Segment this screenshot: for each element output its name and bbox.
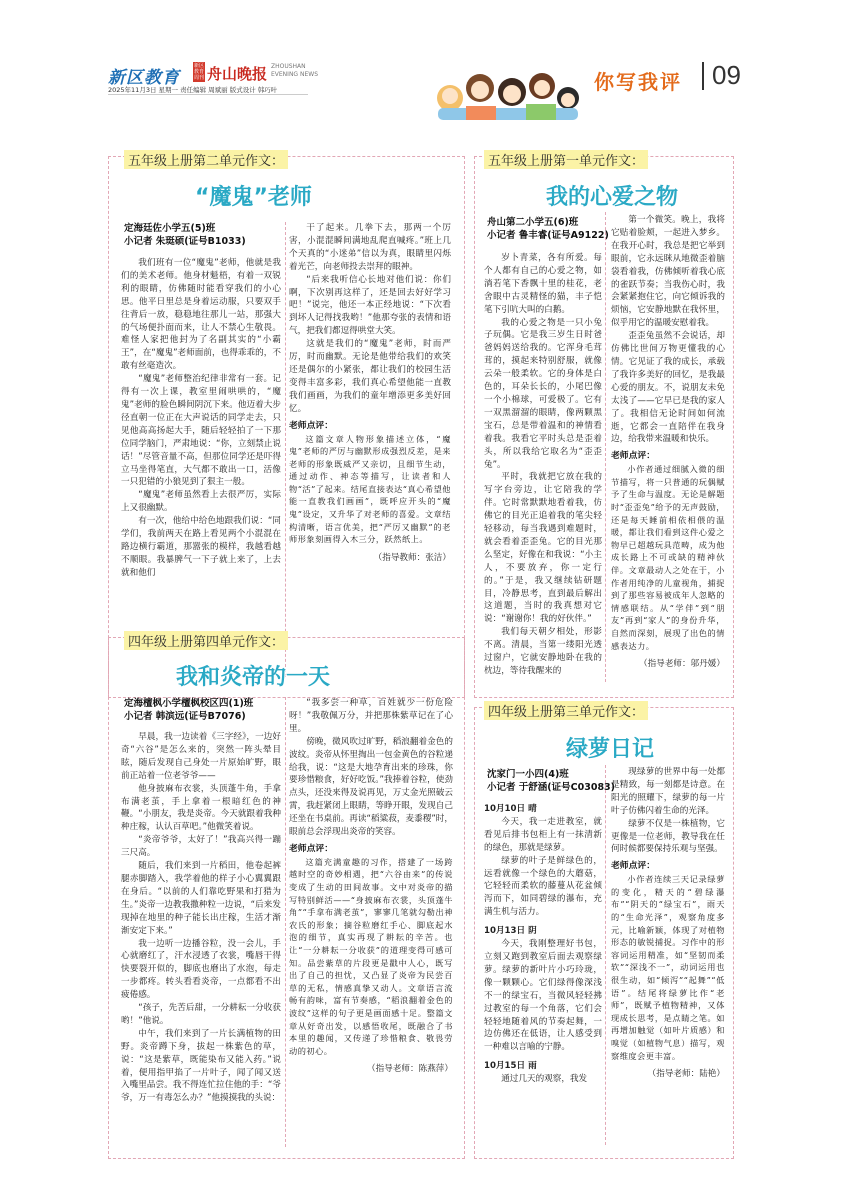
body-paragraph: 傍晚，微风吹过旷野，稻浪翻着金色的波纹。炎帝从怀里掏出一包金黄色的谷粒递给我，说：“这是大地孕育出来的珍珠，你要珍惜粮食，好好吃饭。”我捧着谷粒，使劲点头，还没来得及说再见，万丈金光照破云霄，我赶紧闭上眼睛，等睁开眼，发现自己还坐在书桌前。再读“稻粱菽，麦黍稷”时，眼前总会浮现出炎帝的笑容。: [289, 736, 453, 838]
header-rule: [108, 94, 308, 95]
body-paragraph: 今天，我一走进教室，就看见后排书包柜上有一抹清新的绿色，那就是绿萝。: [484, 816, 602, 853]
article-column: [611, 766, 725, 1081]
column-divider: [605, 765, 606, 1145]
article-column: [289, 697, 453, 1076]
body-paragraph: “魔鬼”老师虽然看上去很严厉，实际上又很幽默。: [121, 490, 281, 514]
comment-label: 老师点评：: [611, 451, 655, 462]
diary-date: 10月15日 雨: [484, 1061, 537, 1072]
body-paragraph: 第一个微笑。晚上，我将它贴着脸颊，一起进入梦乡。在我开心时，我总是把它举到眼前，它永远眯从地微歪着脑袋看着我，仿佛倾听着我心底的雀跃节奏；当我伤心时，我会紧紧抱住它，向它倾诉我的烦恼，它安静地默在我怀里，似乎用它的温暖安慰着我。: [611, 215, 725, 329]
article-school: 定海廷佐小学五(5)班: [124, 223, 216, 234]
page-number: 09: [712, 60, 741, 90]
brand-title: 新区教育: [108, 68, 180, 88]
column-divider: [285, 697, 286, 1147]
article-column: [121, 257, 281, 580]
article-school: 舟山第二小学五(6)班: [487, 217, 579, 228]
section-divider: [702, 62, 704, 90]
article-column: [484, 252, 602, 678]
article-kicker: 五年级上册第二单元作文：: [124, 150, 288, 169]
body-paragraph: 现绿萝的世界中每一处都是精致，每一刻都是诗意。在阳光的照耀下，绿萝的每一片叶子仿佛闪着生命的光泽。: [611, 767, 725, 816]
column-divider: [605, 212, 606, 682]
body-paragraph: 绿萝不仅是一株植物，它更像是一位老师，教导我在任何时候都要保持乐观与坚强。: [611, 818, 725, 855]
body-paragraph: “炎帝爷爷，太好了！”我高兴得一蹦三尺高。: [121, 835, 281, 859]
article-kicker: 四年级上册第三单元作文：: [484, 701, 648, 720]
body-paragraph: 干了起来。几拳下去，那两一个厉害，小混混瞬间满地乱爬直喊疼。”班上几个天真的“小迷弟”信以为真，眼睛里闪烁着光芒，向老师投去崇拜的眼神。: [289, 223, 451, 272]
article-author: 小记者 韩滨远(证号B7076): [124, 711, 246, 722]
body-paragraph: 岁卜青菜，各有所爱。每个人都有自己的心爱之物，如淌若笔下香飘十里的桂花，老舍眼中古灵精怪的猫，丰子恺笔下引吭大叫的白鹅。: [484, 253, 602, 315]
comment-label: 老师点评：: [289, 420, 333, 431]
article-column: [289, 222, 451, 565]
brand-tag: 新区教育周刊: [194, 63, 205, 81]
section-title: 你写我评: [594, 70, 682, 94]
diary-date: 10月10日 晴: [484, 804, 537, 814]
article-title: 我的心爱之物: [546, 185, 679, 210]
paper-name: 舟山晚报: [207, 65, 268, 83]
comment-label: 老师点评：: [611, 861, 655, 872]
teacher-credit: （指导老师：陈燕萍）: [367, 1064, 453, 1075]
article-column: [121, 731, 281, 1105]
body-paragraph: 有一次，他给中给色地跟我们说：“同学们，我前两天在路上看见两个小混混在路边横行霸道，那嚣张的模样，我越看越不顺眼。我暴脾气一下子就上来了，上去就和他们: [121, 516, 281, 578]
body-paragraph: 早晨，我一边读着《三字经》，一边好奇“六谷”是怎么来的，突然一阵头晕目眩，随后发现自己身处一片原始旷野，眼前正站着一位老爷爷——: [121, 732, 281, 781]
article-column: [484, 797, 602, 1086]
article-title: “魔鬼”老师: [195, 185, 312, 210]
comment-label: 老师点评：: [289, 843, 333, 854]
body-paragraph: “魔鬼”老师整治纪律非常有一套。记得有一次上课，教室里闹哄哄的，“魔鬼”老师的脸色瞬间阴沉下来。他迈着大步径直朝一位正在大声说话的同学走去，只见他高高扬起大手，随后轻轻拍了一下那位同学脑门，严肃地说：“你，立刻禁止说话！”尽管音量不高，但那位同学还是吓得立马坐得笔直，大气都不敢出一口，活像一只犯错的小狼见到了狠主一般。: [121, 374, 281, 488]
article-kicker: 五年级上册第一单元作文：: [484, 150, 648, 169]
diary-date: 10月13日 阴: [484, 926, 537, 937]
article-school: 沈家门一小四(4)班: [487, 769, 569, 780]
body-paragraph: 歪歪兔虽然不会说话，却仿佛比世间万物更懂我的心情。它见证了我的成长，承载了我许多美好的回忆，是我最心爱的朋友。不，说朋友未免太浅了——它早已是我的家人了。我相信无论时间如何流逝，它都会一直陪伴在我身边，给我带来温暖和快乐。: [611, 331, 725, 445]
article-author: 小记者 朱珽硕(证号B1033): [124, 236, 246, 247]
article-author: 小记者 于舒涵(证号C03083): [487, 782, 616, 793]
teacher-comment: 小作者通过细腻入微的细节描写，将一只普通的玩偶赋予了生命与温度。无论是解题时“歪歪兔”给予的无声鼓励，还是每天睡前相依相偎的温暖，都让我们看到这件心爱之物早已超越玩具范畴，成为他成长路上不可或缺的精神伙伴。文章最动人之处在于，小作者用纯净的儿童视角，捕捉到了那些容易被成年人忽略的情感联结。从“学伴”到“朋友”再到“家人”的身份升华，自然而深刻，展现了出色的情感表达力。: [611, 464, 725, 651]
teacher-credit: （指导老师：陆艳）: [647, 1069, 725, 1080]
body-paragraph: 我们每天朝夕相处，形影不离。清晨，当第一缕阳光透过窗户，它就安静地卧在我的枕边，等待我醒来的: [484, 627, 602, 676]
body-paragraph: 随后，我们来到一片稻田，他卷起裤腿赤脚踏入，我学着他的样子小心翼翼跟在身后。“以前的人们靠吃野果和打猎为生。”炎帝一边教我撒种粒一边说，“后来发现掉在地里的种子能长出庄稼，生活才渐渐安定下来。”: [121, 861, 281, 936]
body-paragraph: “后来我听信心长地对他们说：你们啊，下次别再这样了，还是回去好好学习吧！”说完，他还一本正经地说：“下次看到坏人记得找我哟！”他那夸张的表情和语气，把我们都逗得哄堂大笑。: [289, 274, 451, 337]
body-paragraph: 我的心爱之物是一只小兔子玩偶。它是我三岁生日时爸爸妈妈送给我的。它浑身毛茸茸的，摸起来特别舒服，就像云朵一般柔软。它的身体是白色的，耳朵长长的，小尾巴像一个小棉球，可爱极了。它有一双黑溜溜的眼睛，像两颗黑宝石，总是带着温和的神情看着我。我看它平时头总是歪着头，所以我给它取名为“歪歪兔”。: [484, 317, 602, 470]
column-divider: [285, 222, 286, 677]
body-paragraph: 今天，我刚整理好书包，立刻又跑到教室后面去观察绿萝。绿萝的新叶片小巧玲珑，像一颗颗心。它们绿得像深浅不一的绿宝石，当微风轻轻拂过教室的每一个角落，它们会轻轻地随着风的节奏起舞，一边仿佛还在低语，让人感受到一种难以言喻的宁静。: [484, 939, 602, 1053]
body-paragraph: 他身披麻布衣裳，头顶蓬牛角，手拿布满老茧，手上拿着一根暗红色的神鞭。“小朋友，我是炎帝。今天就跟着我种种庄稼，认认百草吧。”他微笑着说。: [121, 783, 281, 833]
body-paragraph: 我们班有一位“魔鬼”老师，他就是我们的美术老师。他身材魁梧，有着一双锐利的眼睛，仿佛随时能看穿我们的小心思。他平日里总是身着运动服，只要双手往背后一放，稳稳地往那儿一站，那强大的气场便扑面而来，让人不禁心生敬畏。难怪人家把他封为了名副其实的“小霸王”，在“魔鬼”老师面前，也得乖乖的，不敢有丝毫造次。: [121, 258, 281, 372]
article-title: 我和炎帝的一天: [176, 665, 331, 690]
dateline: 2025年11月3日 星期一 责任编辑 周斌丽 版式设计 韩巧叶: [108, 86, 278, 94]
article-kicker: 四年级上册第四单元作文：: [124, 631, 288, 650]
body-paragraph: 通过几天的观察，我发: [501, 1074, 588, 1085]
article-author: 小记者 鲁丰睿(证号A9122): [487, 230, 609, 241]
teacher-credit: （指导教师：张洁）: [373, 552, 451, 563]
teacher-comment: 这篇文章人物形象描述立体，“魔鬼”老师的严厉与幽默形成强烈反差，是来老师的形象既威严又亲切，且细节生动，通过动作、神态等描写，让读者和人物“活”了起来。结尾直接表达“真心希望他能一直教我们画画”，既呼应开头的“魔鬼”设定，又升华了对老师的喜爱。文章结构清晰，语言优美，把“严厉又幽默”的老师形象刻画得入木三分，跃然纸上。: [289, 433, 451, 545]
body-paragraph: 平时，我就把它放在我的写字台旁边，让它陪我的学伴。它时常默默地看着我，仿佛它的目光正追着我的笔尖轻轻移动，每当我遇到难题时，就会看着歪歪兔。它的目光那么坚定，好像在和我说：“小主人，不要放弃，你一定行的。”于是，我又继续钻研题目，冷静思考，直到最后解出这道题，当时的我真想对它说：“谢谢你！我的好伙伴。”: [484, 472, 602, 625]
children-illustration: [430, 58, 580, 120]
body-paragraph: 这就是我们的“魔鬼”老师，时而严厉，时而幽默。无论是他带给我们的欢笑还是偶尔的小紧张，都让我们的校园生活变得丰富多彩，我们真心希望他能一直教我们画画，为我们的童年增添更多美好回忆。: [289, 339, 451, 414]
article-school: 定海檀枫小学檀枫校区四(1)班: [124, 698, 254, 709]
paper-name-english: ZHOUSHAN EVENING NEWS: [271, 63, 319, 78]
body-paragraph: “我多尝一种草，百姓就少一份危险呀！”我敬佩万分，并把那株紫草记在了心里。: [289, 698, 453, 734]
teacher-comment: 小作者连续三天记录绿萝的变化，精天的“碧绿瀑布”“阴天的“绿宝石”，雨天的“生命光泽”，观察角度多元，比喻新颖，体现了对植物形态的敏锐捕捉。习作中的形容词运用精准，如“坚韧而柔软”“深浅不一”，动词运用也很生动，如“倾泻”“起舞”“低语”。结尾将绿萝比作“老师”，既赋予植物精神，又体现成长思考，是点睛之笔。如再增加触觉（如叶片质感）和嗅觉（如植物气息）描写，观察维度会更丰富。: [611, 874, 725, 1061]
body-paragraph: 中午，我们来到了一片长满植物的田野。炎帝蹲下身，拔起一株紫色的草，说：“这是紫草，既能染布又能入药。”说着，便用指甲掐了一片叶子，闻了闻又送入嘴里品尝。我不得连忙拉住他的手：“爷爷，万一有毒怎么办？”他摸摸我的头说：: [121, 1028, 281, 1104]
body-paragraph: 我一边听一边播谷粒，没一会儿，手心就磨红了，汗水浸透了衣裳，嘴唇干得快要裂开似的，脚底也磨出了水泡，每走一步都疼。转头看看炎帝，一点都看不出疲倦感。: [121, 938, 281, 1001]
article-title: 绿萝日记: [566, 737, 655, 762]
body-paragraph: 绿萝的叶子是鲜绿色的，远看就像一个绿色的大蘑菇，它轻轻而柔软的藤蔓从花盆倾泻而下，如同碧绿的瀑布，充满生机与活力。: [484, 855, 602, 918]
article-column: [611, 214, 725, 671]
teacher-comment: 这篇充满童趣的习作，搭建了一场跨越时空的奇妙相遇，把“六谷由来”的传说变成了生动的田间故事。文中对炎帝的描写特别鲜活——“身披麻布衣裳，头顶蓬牛角”“手拿布满老茧”，寥寥几笔就勾勒出神农氏的形象；摘谷粒磨红手心、脚底起水泡的细节，真实再现了耕耘的辛苦。也让“一分耕耘一分收获”的道理变得可感可知。品尝紫草的片段更是戳中人心，既写出了自己的担忧，又凸显了炎帝为民尝百草的无私，情感真挚又动人。文章语言流畅有韵味，富有节奏感，“稻浪翻着金色的波纹”这样的句子更是画面感十足。整篇文章从好奇出发，以感悟收尾，既融合了书本里的趣闻，又传递了珍惜粮食、敬畏劳动的初心。: [289, 856, 453, 1056]
body-paragraph: “孩子，先苦后甜，一分耕耘一分收获哟！”他说。: [121, 1003, 281, 1026]
teacher-credit: （指导老师：邬丹媛）: [639, 659, 725, 670]
